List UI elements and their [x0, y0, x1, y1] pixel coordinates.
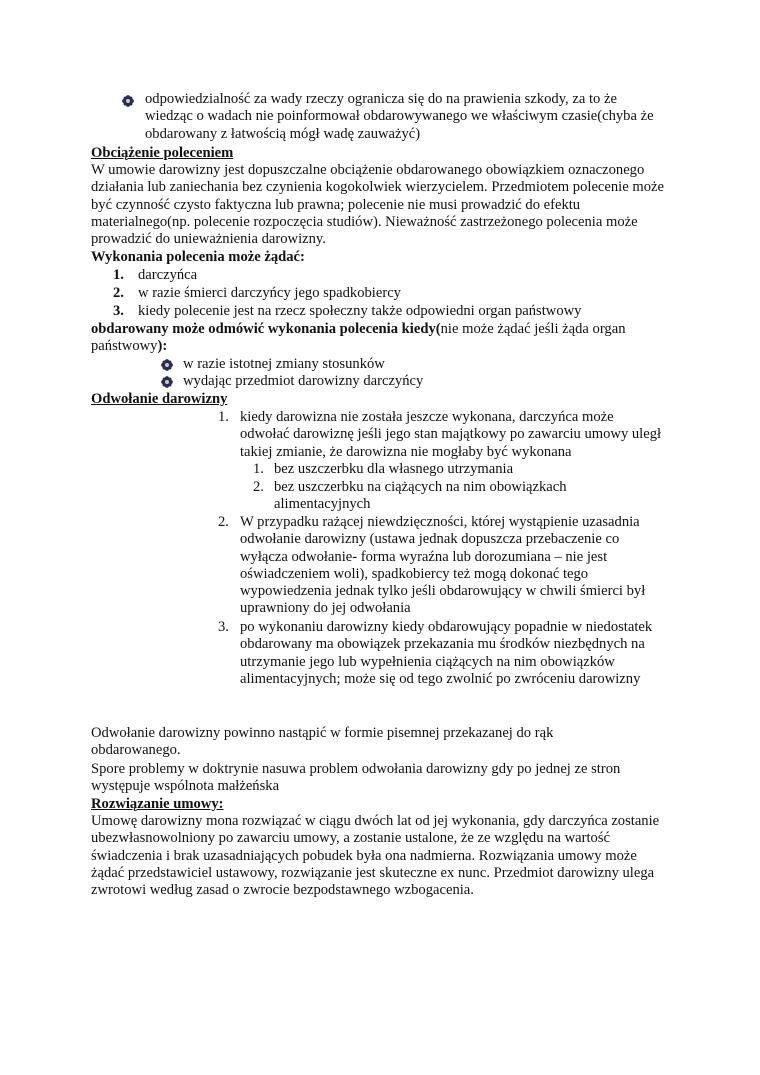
wykonanie-item-num: 1. — [113, 267, 124, 283]
flower-bullet-icon — [161, 359, 173, 371]
refuse-close: ): — [157, 338, 168, 355]
odwolanie-item-num: 3. — [218, 619, 229, 635]
wykonanie-item-num: 3. — [113, 303, 124, 319]
odwolanie-item-num: 1. — [218, 409, 229, 425]
flower-bullet-icon — [161, 376, 173, 388]
refuse-item-text: wydając przedmiot darowizny darczyńcy — [183, 373, 424, 389]
odwolanie-item-text: kiedy darowizna nie została jeszcze wykonana, darczyńca może odwołać darowiznę jeśli jego stan majątkowy po zawarciu umowy uległ takiej zmianie, że darowizna nie mogłaby być wykonana — [240, 409, 662, 460]
odwolanie-item-num: 2. — [218, 514, 229, 530]
odwolanie-subitem-num: 2. — [253, 479, 264, 495]
odwolanie-heading: Odwołanie darowizny — [91, 391, 228, 407]
odwolanie-note: Spore problemy w doktrynie nasuwa problem odwołania darowizny gdy po jednej ze stron występuje wspólnota małżeńska — [91, 761, 621, 795]
wykonanie-item-text: kiedy polecenie jest na rzecz społeczny także odpowiedni organ państwowy — [138, 303, 582, 319]
obciazenie-heading: Obciążenie poleceniem — [91, 145, 234, 161]
wykonanie-item-num: 2. — [113, 285, 124, 301]
refuse-paragraph — [91, 321, 667, 356]
odwolanie-subitem-text: bez uszczerbku na ciążących na nim obowiązkach alimentacyjnych — [274, 479, 567, 513]
intro-bullet-text: odpowiedzialność za wady rzeczy ogranicza się do na prawienia szkody, za to że wiedząc o wadach nie poinformował obdarowywanego we właściwym czasie(chyba że obdarowany z łatwością mógł wadę zauważyć) — [145, 91, 654, 142]
wykonanie-heading: Wykonania polecenia może żądać: — [91, 249, 305, 265]
odwolanie-item-text: W przypadku rażącej niewdzięczności, której wystąpienie uzasadnia odwołanie darowizny (ustawa jednak dopuszcza przebaczenie co wyłącza odwołanie- forma wyraźna lub dorozumiana – nie jest oświadczeniem woli), spadkobiercy też mogą dokonać tego wypowiedzenia jednak tylko jeśli obdarowujący w chwili śmierci był uprawniony do jej odwołania — [240, 514, 646, 617]
odwolanie-subitem-text: bez uszczerbku dla własnego utrzymania — [274, 461, 514, 477]
rozwiazanie-paragraph: Umowę darowizny mona rozwiązać w ciągu dwóch lat od jej wykonania, gdy darczyńca zostanie ubezwłasnowolniony po zawarciu umowy, a zostanie ustalone, że ze względu na wartość świadczenia i brak uzasadniających pobudek była ona nadmierna. Rozwiązania umowy może żądać przedstawiciel ustawowy, rozwiązanie jest skuteczne ex nunc. Przedmiot darowizny ulega zwrotowi według zasad o zwrocie bezpodstawnego wzbogacenia. — [91, 813, 660, 899]
refuse-item-text: w razie istotnej zmiany stosunków — [183, 356, 385, 372]
obciazenie-paragraph: W umowie darowizny jest dopuszczalne obciążenie obdarowanego obowiązkiem oznaczonego działania lub zaniechania bez czynienia kogokolwiek wierzycielem. Przedmiotem polecenie może być czynność czysto faktyczna lub prawna; polecenie nie musi prowadzić do efektu materialnego(np. polecenie rozpoczęcia studiów). Nieważność zastrzeżonego polecenia może prowadzić do unieważnienia darowizny. — [91, 162, 664, 248]
odwolanie-subitem-num: 1. — [253, 461, 264, 477]
refuse-bold: obdarowany może odmówić wykonania polecenia kiedy( — [91, 321, 441, 337]
wykonanie-item-text: darczyńca — [138, 267, 198, 283]
odwolanie-note: Odwołanie darowizny powinno nastąpić w formie pisemnej przekazanej do rąk obdarowanego. — [91, 725, 554, 759]
odwolanie-item-text: po wykonaniu darowizny kiedy obdarowujący popadnie w niedostatek obdarowany ma obowiązek przekazania mu środków niezbędnych na utrzymanie jego lub wypełnienia ciążących na nim obowiązków alimentacyjnych; może się od tego zwolnić po zwróceniu darowizny — [240, 619, 653, 687]
wykonanie-item-text: w razie śmierci darczyńcy jego spadkobiercy — [138, 285, 401, 301]
refuse-normal: nie może żądać jeśli żąda organ państwowy — [91, 321, 626, 355]
rozwiazanie-heading: Rozwiązanie umowy: — [91, 796, 224, 812]
flower-bullet-icon — [122, 95, 134, 107]
